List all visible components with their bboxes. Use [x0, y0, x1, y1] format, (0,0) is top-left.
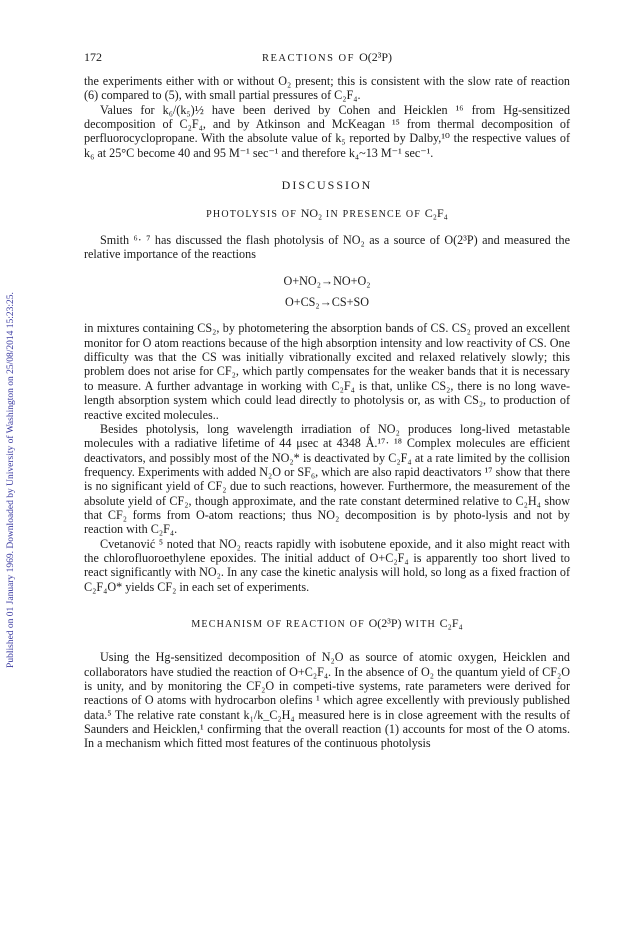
- sidebar-text: Published on 01 January 1969. Downloaded by University of Washington on 25/08/2014 15:23:25.: [6, 292, 16, 668]
- page-number: 172: [84, 50, 102, 64]
- equation-cs2: O+CS₂→CS+SO: [284, 295, 370, 310]
- running-head: [124, 50, 530, 66]
- paragraph-continuation: the experiments either with or without O₂ present; this is consistent with the slow rate of reaction (6) compared to (5), with small partial pressures of C₂F₄.: [84, 74, 570, 103]
- mechanism-text-2: WITH: [401, 618, 440, 630]
- paragraph-cvetanovic: Cvetanović ⁵ noted that NO₂ reacts rapidly with isobutene epoxide, and it also might react with the chlorofluoroethylene epoxides. The initial adduct of O+C₂F₄ is apparently too short lived to react significantly with NO₂. In any case the kinetic analysis will hold, so long as a fixed fraction of C₂F₄O* yields CF₂ in each set of experiments.: [84, 536, 570, 594]
- paragraph-smith: Smith ⁶· ⁷ has discussed the flash photolysis of NO₂ as a source of O(2³P) and measured the relative importance of the reactions: [84, 232, 570, 262]
- section-title-discussion: DISCUSSION: [281, 178, 373, 193]
- mechanism-species-2: C₂F₄: [439, 615, 463, 630]
- subsection-species-2: C₂F₄: [424, 206, 448, 221]
- subsection-text-2: IN PRESENCE OF: [322, 209, 425, 221]
- subsection-title-mechanism: [84, 616, 570, 632]
- equation-no2: O+NO₂→NO+O₂: [283, 274, 371, 289]
- subsection-text-1: PHOTOLYSIS OF: [206, 209, 301, 221]
- page-body: [84, 50, 570, 751]
- paragraph-mechanism: Using the Hg-sensitized decomposition of N₂O as source of atomic oxygen, Heicklen and collaborators have studied the reaction of O+C₂F₄. In the absence of O₂ the quantum yield of CF₂O is unity, and by monitoring the CF₂O in competi-tive systems, rate parameters were derived for reactions of O atoms with hydrocarbon olefins ¹ which agree excellently with previously published data.⁵ The relative rate constant k₁/k_C₂H₄ measured here is in close agreement with the results of Saunders and Heicklen,¹ confirming that the overall reaction (1) accounts for most of the O atoms. In a mechanism which fitted most features of the continuous photolysis: [84, 650, 570, 751]
- subsection-species-1: NO₂: [300, 206, 323, 221]
- mechanism-species-1: O(2³P): [368, 615, 402, 630]
- paragraph-rate-values: Values for k₆/(k₅)½ have been derived by Cohen and Heicklen ¹⁶ from Hg-sensitized decomposition of C₂F₄, and by Atkinson and McKeagan ¹⁵ from thermal decomposition of perfluorocyclopropane. With the absolute value of k₅ reported by Dalby,¹⁰ the respective values of k₆ at 25°C become 40 and 95 M⁻¹ sec⁻¹ and therefore k₄~13 M⁻¹ sec⁻¹.: [84, 102, 570, 160]
- paragraph-cs2-mixtures: in mixtures containing CS₂, by photometering the absorption bands of CS. CS₂ proved an excellent monitor for O atom reactions because of the high absorption intensity and low reactivity of CS. One difficulty was that the CS was initially vibrationally excited and relaxed relatively slowly; this problem does not arise for CF₂, which partly compensates for the weaker bands that it is necessary to measure. A further advantage in working with C₂F₄ is that, unlike CS₂, there is no long wave-length absorption system which could lead directly to photolysis or, as with CS₂, to production of reactive excited molecules..: [84, 321, 570, 422]
- publication-sidebar: [2, 150, 20, 810]
- paragraph-photolysis: Besides photolysis, long wavelength irradiation of NO₂ produces long-lived metastable molecules with a radiative lifetime of 44 μsec at 4348 Å.¹⁷· ¹⁸ Complex molecules are efficient deactivators, and possibly most of the NO₂* is deactivated by C₂F₄ at a rate limited by the collision frequency. Experiments with added N₂O or SF₆, which are also rapid deactivators ¹⁷ show that there is no significant yield of CF₂ due to such reactions, however. Furthermore, the measurement of the absolute yield of CF₂, though approximate, and the rate constant determined relative to C₂H₄ show that CF₂ forms from O-atom reactions; thus NO₂ decomposition is by photo-lysis and not by reaction with C₂F₄.: [84, 421, 570, 537]
- page-header: [84, 50, 570, 68]
- running-head-text: REACTIONS OF: [261, 53, 360, 64]
- running-head-species: O(2³P): [359, 50, 393, 64]
- reaction-equations: [84, 271, 570, 313]
- subsection-title-photolysis: [84, 206, 570, 222]
- mechanism-text-1: MECHANISM OF REACTION OF: [191, 618, 369, 630]
